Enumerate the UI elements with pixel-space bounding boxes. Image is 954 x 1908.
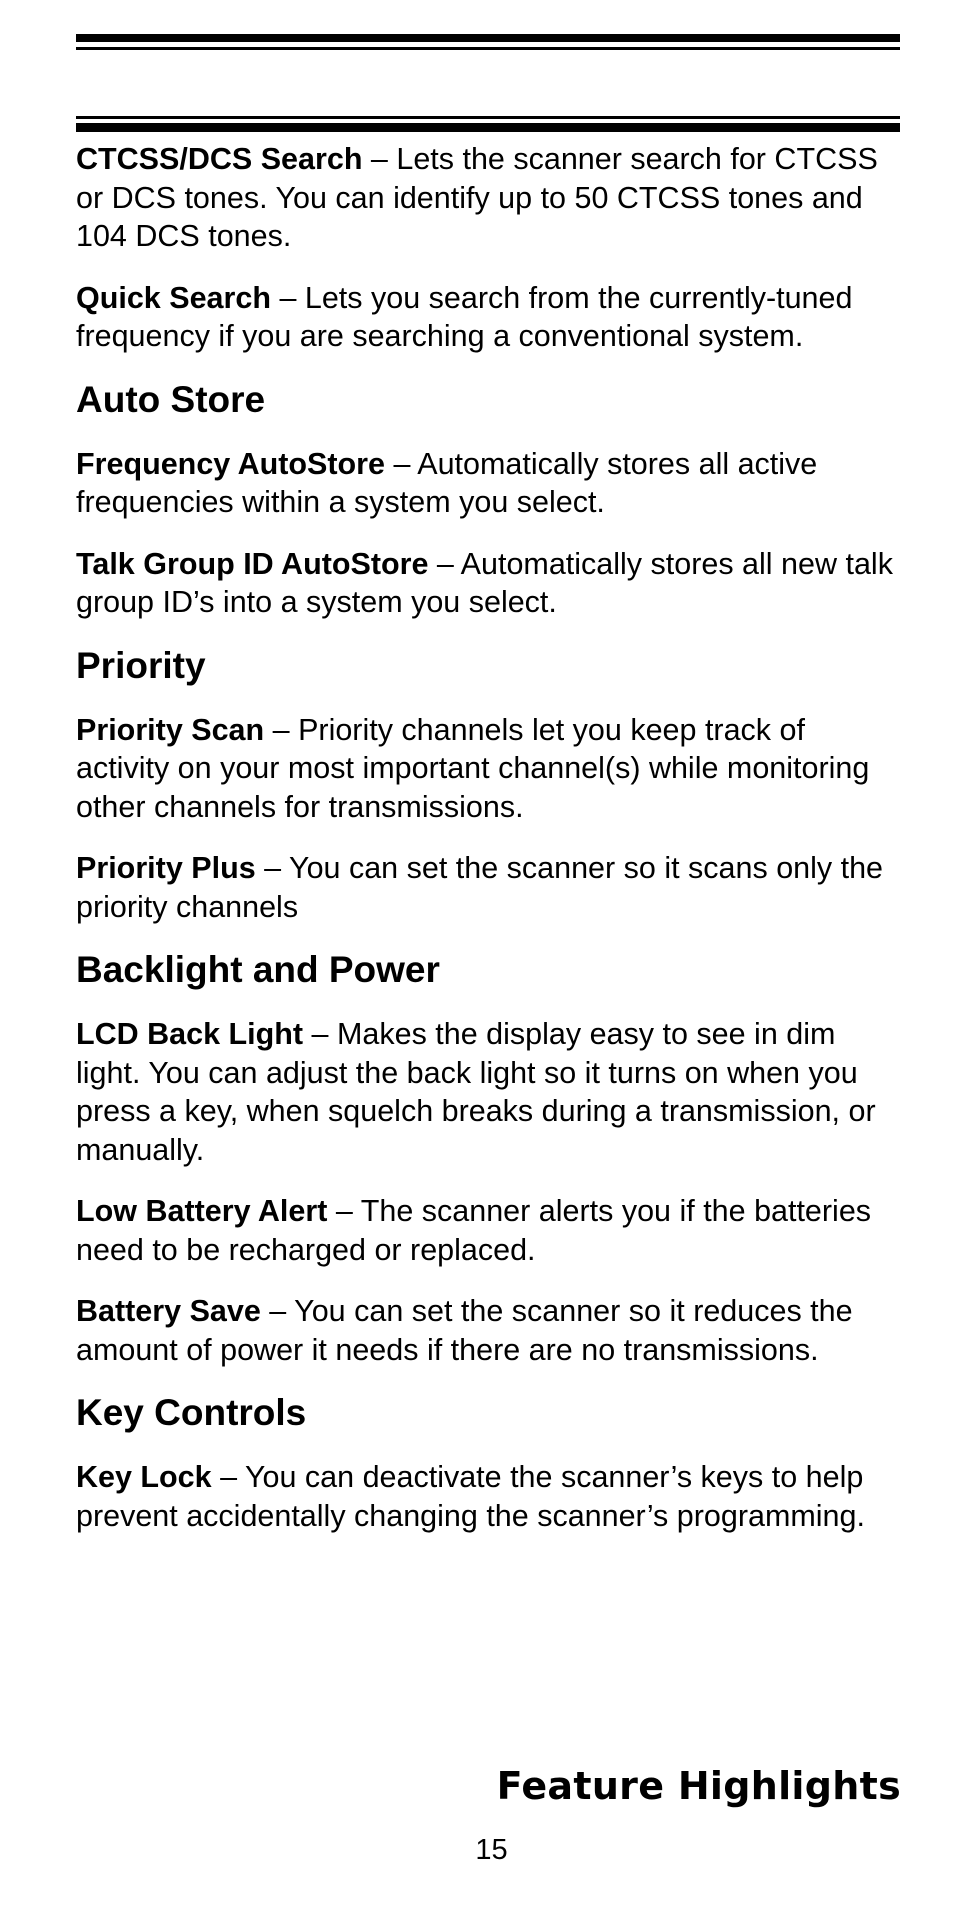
feature-term: CTCSS/DCS Search [76, 142, 363, 176]
section-heading: Key Controls [76, 1392, 307, 1433]
feature-term: Quick Search [76, 280, 271, 315]
section-heading: Auto Store [76, 378, 266, 420]
feature-description: – Automatically stores all active frequencies within a system you select. [76, 446, 818, 519]
feature-item [76, 445, 902, 522]
feature-term: Battery Save [76, 1294, 261, 1328]
page-number: 15 [475, 1834, 508, 1866]
feature-item [76, 1458, 902, 1535]
feature-description: – Lets you search from the currently-tuned frequency if you are searching a conventional system. [76, 280, 853, 353]
feature-description: – The scanner alerts you if the batteries need to be recharged or replaced. [76, 1194, 872, 1267]
feature-description: – Makes the display easy to see in dim light. You can adjust the back light so it turns on when you press a key, when squelch breaks during a transmission, or manually. [76, 1017, 876, 1167]
feature-description: – Lets the scanner search for CTCSS or DCS tones. You can identify up to 50 CTCSS tones and 104 DCS tones. [76, 142, 878, 253]
feature-term: Low Battery Alert [76, 1194, 328, 1228]
feature-description: – Automatically stores all new talk group ID’s into a system you select. [76, 546, 893, 619]
page-content [76, 140, 902, 1558]
feature-item [76, 140, 902, 256]
feature-item [76, 849, 902, 926]
feature-item [76, 545, 902, 622]
feature-item [76, 1015, 902, 1169]
section-heading: Priority [76, 644, 206, 686]
footer-section-title: Feature Highlights [496, 1764, 901, 1808]
feature-description: – Priority channels let you keep track of activity on your most important channel(s) while monitoring other channels for transmissions. [76, 712, 870, 824]
feature-term: LCD Back Light [76, 1017, 304, 1051]
feature-term: Frequency AutoStore [76, 446, 385, 481]
feature-term: Priority Scan [76, 712, 265, 747]
feature-term: Key Lock [76, 1460, 212, 1494]
feature-term: Talk Group ID AutoStore [76, 546, 429, 581]
top-rule-thin [76, 47, 900, 50]
feature-item [76, 1292, 902, 1369]
feature-item [76, 711, 902, 827]
feature-description: – You can set the scanner so it reduces the amount of power it needs if there are no transmissions. [76, 1294, 853, 1367]
feature-description: – You can set the scanner so it scans only the priority channels [76, 851, 884, 924]
feature-description: – You can deactivate the scanner’s keys to help prevent accidentally changing the scanner’s programming. [76, 1460, 865, 1533]
section-heading: Backlight and Power [76, 949, 440, 990]
header-rule-thick [76, 123, 900, 132]
feature-term: Priority Plus [76, 851, 256, 885]
feature-item [76, 279, 902, 356]
header-rule-thin [76, 116, 900, 119]
feature-item [76, 1192, 902, 1269]
top-rule-thick [76, 34, 900, 42]
